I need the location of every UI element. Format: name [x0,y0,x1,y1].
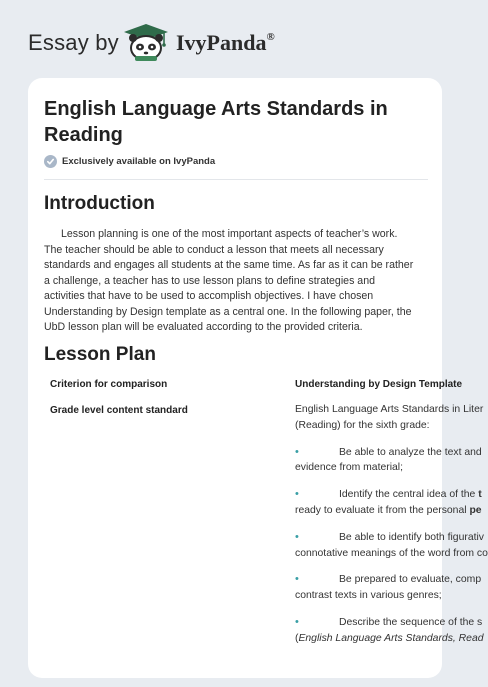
site-header [0,0,474,80]
list-item: • Describe the sequence of the s (English Language Arts Standards, Read [295,615,484,644]
list-item: • Be able to analyze the text and evidence from material; [295,445,482,474]
essay-by-label: Essay by [28,30,119,55]
bullet-icon: • [295,488,299,501]
badge-text: Exclusively available on IvyPanda [62,156,216,167]
document-card [28,78,488,678]
table-cell-standards [295,402,488,647]
list-item: • Be prepared to evaluate, comp contrast texts in various genres; [295,573,482,602]
column-header-criterion: Criterion for comparison [50,379,168,390]
lesson-plan-heading: Lesson Plan [44,344,156,365]
panda-logo-icon[interactable] [120,22,172,62]
brand-name[interactable]: IvyPanda® [176,30,275,55]
bullet-icon: • [295,445,299,458]
standards-list [295,445,488,647]
check-icon [44,155,57,168]
introduction-heading: Introduction [44,193,155,214]
document-title: English Language Arts Standards in Reading [44,98,388,146]
column-header-ubd-template: Understanding by Design Template [295,379,463,390]
introduction-paragraph: Lesson planning is one of the most important aspects of teacher’s work. The teacher should be able to conduct a lesson that meets all necessary standards and engages all students at the same time. As far as it can be rather a challenge, a teacher has to use lesson plans to define strategies and activities that have to be used to accomplish objectives. I have chosen Understanding by Design template as a central one. In the following paper, the UbD lesson plan will be evaluated according to the provided criteria. [44,228,414,333]
bullet-icon: • [295,573,299,586]
row-label-grade-standard: Grade level content standard [50,405,188,416]
divider [44,179,428,180]
bullet-icon: • [295,530,299,543]
list-item: • Be able to identify both figurativ connotative meanings of the word from co [295,530,488,559]
bullet-icon: • [295,615,299,628]
standards-intro: English Language Arts Standards in Liter (Reading) for the sixth grade: [295,404,484,431]
list-item: • Identify the central idea of the t ready to evaluate it from the personal pe [295,488,482,516]
exclusive-badge [44,155,215,168]
